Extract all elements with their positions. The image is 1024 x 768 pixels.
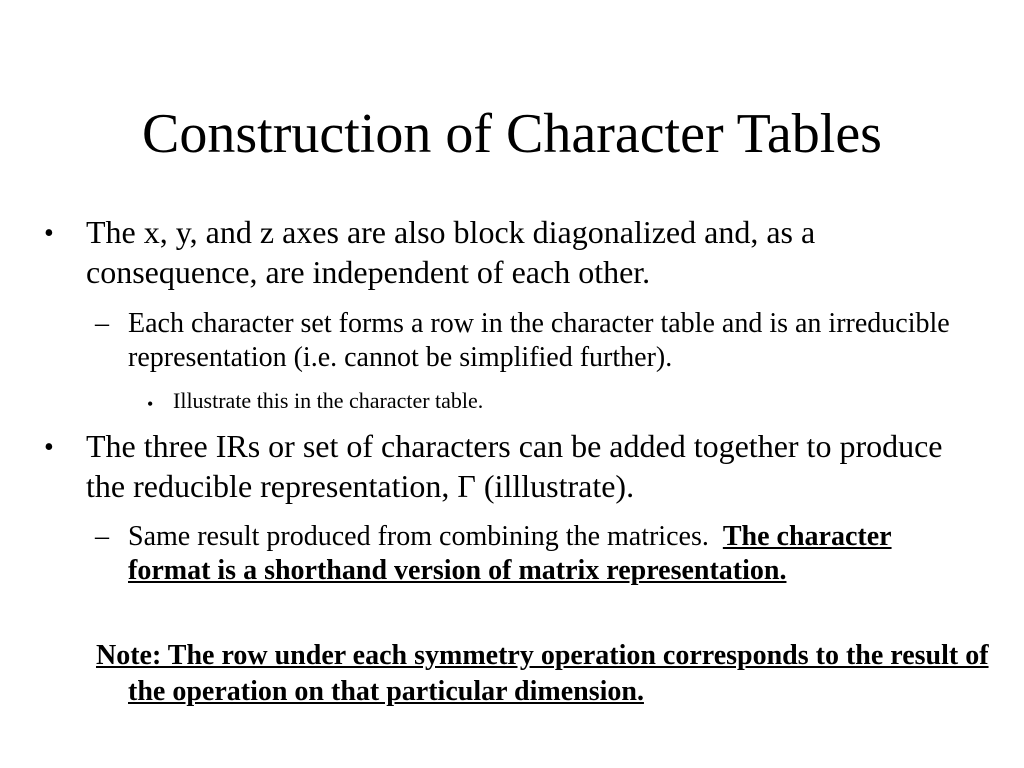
sub-sub-item-text: Illustrate this in the character table.: [173, 388, 484, 413]
sub-item-character-set: [95, 307, 985, 375]
bullet-item-axes: [44, 212, 984, 292]
bullet-item-three-irs: [44, 426, 984, 506]
bullet-marker: •: [147, 394, 154, 414]
bullet-marker: •: [44, 432, 54, 463]
slide-title: Construction of Character Tables: [142, 103, 882, 165]
sub-item-text: [95, 520, 945, 588]
sub-item-same-result: [95, 520, 945, 588]
sub-item-plain-text: Same result produced from combining the matrices.: [128, 521, 709, 552]
note-text: Note: The row under each symmetry operation corresponds to the result of the operation on that particular dimension.: [96, 640, 989, 707]
emphasis-text: The character format is a shorthand version of matrix representation.: [128, 521, 892, 586]
dash-marker: –: [95, 521, 109, 552]
bullet-text: The x, y, and z axes are also block diagonalized and, as a consequence, are independent of each other.: [86, 214, 816, 290]
dash-marker: –: [95, 308, 109, 339]
sub-sub-item-illustrate: [147, 387, 947, 415]
bullet-marker: •: [44, 218, 54, 249]
bullet-text: The three IRs or set of characters can be added together to produce the reducible representation, Γ (illlustrate).: [86, 428, 943, 504]
sub-item-text: Each character set forms a row in the character table and is an irreducible representation (i.e. cannot be simplified further).: [128, 308, 950, 373]
